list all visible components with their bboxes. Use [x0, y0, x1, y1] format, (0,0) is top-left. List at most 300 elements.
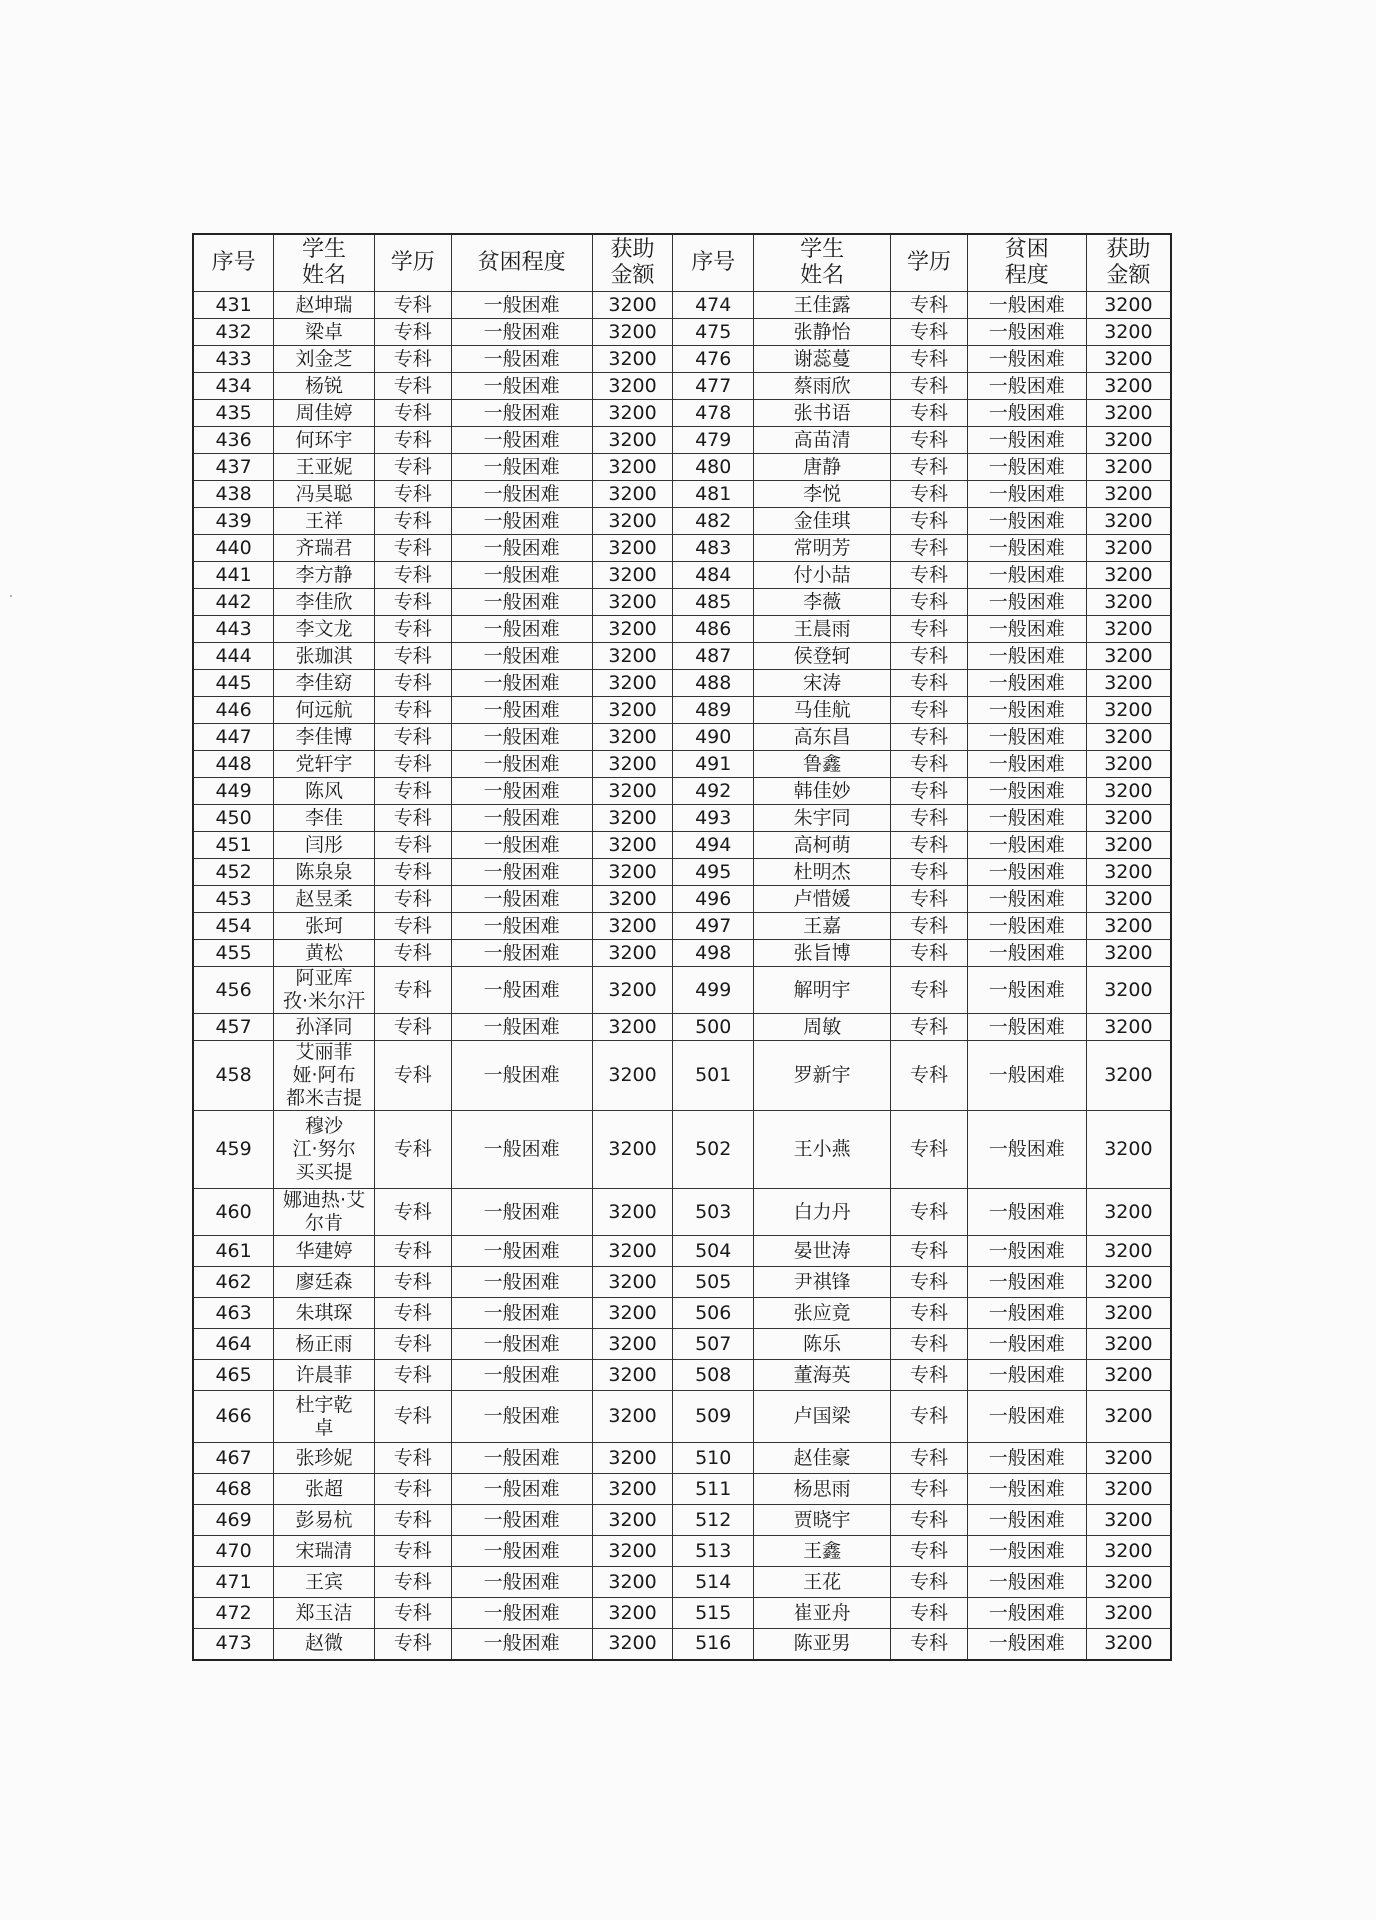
cell-aid-amount-right: 3200	[1086, 670, 1171, 697]
cell-serial-no-right: 494	[673, 832, 754, 859]
table-row	[193, 373, 1171, 400]
cell-aid-amount-right: 3200	[1086, 481, 1171, 508]
cell-serial-no-left: 464	[193, 1329, 274, 1360]
cell-education-left: 专科	[374, 373, 451, 400]
cell-education-left: 专科	[374, 319, 451, 346]
table-row	[193, 859, 1171, 886]
cell-poverty-level-left: 一般困难	[451, 724, 592, 751]
cell-serial-no-left: 451	[193, 832, 274, 859]
cell-education-left: 专科	[374, 1536, 451, 1567]
cell-poverty-level-right: 一般困难	[967, 508, 1086, 535]
cell-student-name-right: 张静怡	[754, 319, 891, 346]
cell-poverty-level-right: 一般困难	[967, 1236, 1086, 1267]
cell-student-name-right: 朱宇同	[754, 805, 891, 832]
table-row	[193, 1041, 1171, 1111]
cell-poverty-level-right: 一般困难	[967, 1267, 1086, 1298]
cell-aid-amount-left: 3200	[592, 913, 673, 940]
table-row	[193, 400, 1171, 427]
table-row	[193, 562, 1171, 589]
cell-student-name-left: 李佳博	[274, 724, 375, 751]
cell-education-right: 专科	[891, 805, 968, 832]
cell-poverty-level-left: 一般困难	[451, 832, 592, 859]
cell-student-name-left: 张超	[274, 1474, 375, 1505]
cell-aid-amount-left: 3200	[592, 481, 673, 508]
cell-aid-amount-left: 3200	[592, 832, 673, 859]
cell-education-right: 专科	[891, 1014, 968, 1041]
cell-education-left: 专科	[374, 967, 451, 1014]
header-education-right: 学历	[891, 234, 968, 292]
table-row	[193, 1236, 1171, 1267]
cell-education-left: 专科	[374, 913, 451, 940]
cell-education-right: 专科	[891, 454, 968, 481]
cell-poverty-level-left: 一般困难	[451, 400, 592, 427]
cell-poverty-level-right: 一般困难	[967, 751, 1086, 778]
cell-poverty-level-right: 一般困难	[967, 1598, 1086, 1629]
cell-student-name-left: 何环宇	[274, 427, 375, 454]
cell-serial-no-left: 431	[193, 292, 274, 319]
cell-serial-no-right: 508	[673, 1360, 754, 1391]
cell-student-name-left: 陈泉泉	[274, 859, 375, 886]
cell-serial-no-left: 442	[193, 589, 274, 616]
cell-poverty-level-left: 一般困难	[451, 535, 592, 562]
cell-poverty-level-right: 一般困难	[967, 805, 1086, 832]
cell-serial-no-right: 507	[673, 1329, 754, 1360]
cell-serial-no-left: 458	[193, 1041, 274, 1111]
cell-education-right: 专科	[891, 1443, 968, 1474]
cell-poverty-level-left: 一般困难	[451, 292, 592, 319]
cell-poverty-level-right: 一般困难	[967, 1111, 1086, 1189]
cell-aid-amount-right: 3200	[1086, 886, 1171, 913]
cell-serial-no-left: 457	[193, 1014, 274, 1041]
cell-aid-amount-right: 3200	[1086, 751, 1171, 778]
cell-poverty-level-right: 一般困难	[967, 1443, 1086, 1474]
cell-poverty-level-left: 一般困难	[451, 454, 592, 481]
table-row	[193, 1329, 1171, 1360]
cell-student-name-right: 罗新宇	[754, 1041, 891, 1111]
cell-student-name-right: 唐静	[754, 454, 891, 481]
table-row	[193, 940, 1171, 967]
cell-aid-amount-left: 3200	[592, 859, 673, 886]
cell-education-left: 专科	[374, 1567, 451, 1598]
cell-poverty-level-left: 一般困难	[451, 1267, 592, 1298]
cell-education-left: 专科	[374, 1360, 451, 1391]
cell-poverty-level-right: 一般困难	[967, 1014, 1086, 1041]
cell-student-name-left: 宋瑞清	[274, 1536, 375, 1567]
header-no-left: 序号	[193, 234, 274, 292]
cell-aid-amount-right: 3200	[1086, 1629, 1171, 1660]
scan-speck	[10, 595, 12, 597]
cell-student-name-right: 马佳航	[754, 697, 891, 724]
cell-aid-amount-left: 3200	[592, 562, 673, 589]
cell-student-name-right: 张书语	[754, 400, 891, 427]
cell-aid-amount-left: 3200	[592, 697, 673, 724]
cell-education-left: 专科	[374, 859, 451, 886]
cell-student-name-right: 蔡雨欣	[754, 373, 891, 400]
cell-student-name-right: 尹祺锋	[754, 1267, 891, 1298]
cell-serial-no-left: 439	[193, 508, 274, 535]
cell-serial-no-left: 436	[193, 427, 274, 454]
cell-aid-amount-left: 3200	[592, 1536, 673, 1567]
cell-student-name-right: 解明宇	[754, 967, 891, 1014]
cell-poverty-level-left: 一般困难	[451, 1298, 592, 1329]
cell-student-name-left: 廖廷森	[274, 1267, 375, 1298]
cell-serial-no-left: 437	[193, 454, 274, 481]
cell-poverty-level-left: 一般困难	[451, 1598, 592, 1629]
cell-serial-no-left: 469	[193, 1505, 274, 1536]
cell-education-left: 专科	[374, 1267, 451, 1298]
cell-poverty-level-left: 一般困难	[451, 940, 592, 967]
cell-education-left: 专科	[374, 481, 451, 508]
cell-aid-amount-right: 3200	[1086, 400, 1171, 427]
header-student-name-right: 学生 姓名	[754, 234, 891, 292]
cell-aid-amount-right: 3200	[1086, 1536, 1171, 1567]
cell-aid-amount-right: 3200	[1086, 373, 1171, 400]
cell-aid-amount-left: 3200	[592, 670, 673, 697]
cell-poverty-level-left: 一般困难	[451, 481, 592, 508]
cell-serial-no-left: 473	[193, 1629, 274, 1660]
cell-education-right: 专科	[891, 373, 968, 400]
cell-serial-no-right: 490	[673, 724, 754, 751]
cell-serial-no-right: 480	[673, 454, 754, 481]
cell-aid-amount-left: 3200	[592, 886, 673, 913]
cell-aid-amount-left: 3200	[592, 1443, 673, 1474]
cell-student-name-left: 冯昊聪	[274, 481, 375, 508]
cell-poverty-level-right: 一般困难	[967, 1360, 1086, 1391]
cell-student-name-left: 陈风	[274, 778, 375, 805]
cell-aid-amount-right: 3200	[1086, 643, 1171, 670]
cell-aid-amount-right: 3200	[1086, 940, 1171, 967]
cell-student-name-left: 王亚妮	[274, 454, 375, 481]
cell-aid-amount-right: 3200	[1086, 427, 1171, 454]
cell-student-name-left: 孙泽同	[274, 1014, 375, 1041]
cell-aid-amount-left: 3200	[592, 805, 673, 832]
cell-poverty-level-right: 一般困难	[967, 1391, 1086, 1443]
cell-education-left: 专科	[374, 346, 451, 373]
cell-aid-amount-right: 3200	[1086, 535, 1171, 562]
cell-poverty-level-right: 一般困难	[967, 346, 1086, 373]
cell-aid-amount-left: 3200	[592, 1391, 673, 1443]
cell-education-left: 专科	[374, 832, 451, 859]
cell-education-left: 专科	[374, 751, 451, 778]
cell-student-name-left: 周佳婷	[274, 400, 375, 427]
cell-education-right: 专科	[891, 616, 968, 643]
cell-education-left: 专科	[374, 1474, 451, 1505]
cell-aid-amount-left: 3200	[592, 400, 673, 427]
cell-serial-no-right: 491	[673, 751, 754, 778]
cell-student-name-right: 王嘉	[754, 913, 891, 940]
cell-education-left: 专科	[374, 1443, 451, 1474]
cell-aid-amount-left: 3200	[592, 1360, 673, 1391]
table-row	[193, 724, 1171, 751]
cell-poverty-level-right: 一般困难	[967, 1298, 1086, 1329]
cell-student-name-right: 高东昌	[754, 724, 891, 751]
cell-education-right: 专科	[891, 1391, 968, 1443]
cell-poverty-level-right: 一般困难	[967, 1189, 1086, 1236]
cell-aid-amount-right: 3200	[1086, 1443, 1171, 1474]
cell-serial-no-right: 488	[673, 670, 754, 697]
cell-student-name-right: 周敏	[754, 1014, 891, 1041]
cell-aid-amount-left: 3200	[592, 1267, 673, 1298]
cell-serial-no-right: 493	[673, 805, 754, 832]
cell-aid-amount-right: 3200	[1086, 292, 1171, 319]
cell-student-name-right: 张应竟	[754, 1298, 891, 1329]
cell-education-left: 专科	[374, 1014, 451, 1041]
cell-serial-no-left: 445	[193, 670, 274, 697]
cell-serial-no-right: 484	[673, 562, 754, 589]
cell-student-name-right: 陈亚男	[754, 1629, 891, 1660]
cell-aid-amount-right: 3200	[1086, 805, 1171, 832]
cell-poverty-level-left: 一般困难	[451, 886, 592, 913]
cell-serial-no-right: 504	[673, 1236, 754, 1267]
cell-aid-amount-right: 3200	[1086, 1298, 1171, 1329]
cell-poverty-level-right: 一般困难	[967, 589, 1086, 616]
cell-aid-amount-left: 3200	[592, 1505, 673, 1536]
cell-education-right: 专科	[891, 481, 968, 508]
cell-education-right: 专科	[891, 319, 968, 346]
cell-student-name-right: 崔亚舟	[754, 1598, 891, 1629]
cell-poverty-level-right: 一般困难	[967, 319, 1086, 346]
cell-poverty-level-left: 一般困难	[451, 1505, 592, 1536]
table-row	[193, 508, 1171, 535]
table-row	[193, 1014, 1171, 1041]
table-row	[193, 1189, 1171, 1236]
cell-serial-no-right: 475	[673, 319, 754, 346]
cell-poverty-level-right: 一般困难	[967, 940, 1086, 967]
cell-serial-no-right: 474	[673, 292, 754, 319]
cell-education-right: 专科	[891, 859, 968, 886]
cell-student-name-right: 金佳琪	[754, 508, 891, 535]
table-row	[193, 616, 1171, 643]
cell-student-name-right: 王小燕	[754, 1111, 891, 1189]
table-row	[193, 1360, 1171, 1391]
cell-serial-no-left: 463	[193, 1298, 274, 1329]
cell-student-name-right: 张旨博	[754, 940, 891, 967]
cell-education-left: 专科	[374, 1189, 451, 1236]
cell-student-name-left: 杨锐	[274, 373, 375, 400]
cell-poverty-level-right: 一般困难	[967, 1329, 1086, 1360]
cell-student-name-left: 李佳	[274, 805, 375, 832]
cell-education-left: 专科	[374, 1298, 451, 1329]
cell-serial-no-right: 489	[673, 697, 754, 724]
cell-poverty-level-left: 一般困难	[451, 1474, 592, 1505]
cell-serial-no-left: 452	[193, 859, 274, 886]
cell-student-name-right: 卢国梁	[754, 1391, 891, 1443]
cell-student-name-right: 李薇	[754, 589, 891, 616]
cell-aid-amount-left: 3200	[592, 589, 673, 616]
cell-serial-no-right: 476	[673, 346, 754, 373]
cell-poverty-level-right: 一般困难	[967, 778, 1086, 805]
cell-education-right: 专科	[891, 1111, 968, 1189]
cell-student-name-right: 侯登轲	[754, 643, 891, 670]
cell-education-right: 专科	[891, 1267, 968, 1298]
cell-poverty-level-right: 一般困难	[967, 535, 1086, 562]
cell-serial-no-right: 513	[673, 1536, 754, 1567]
cell-student-name-left: 张珍妮	[274, 1443, 375, 1474]
table-row	[193, 643, 1171, 670]
cell-aid-amount-right: 3200	[1086, 346, 1171, 373]
header-no-right: 序号	[673, 234, 754, 292]
cell-student-name-left: 齐瑞君	[274, 535, 375, 562]
cell-student-name-left: 何远航	[274, 697, 375, 724]
cell-education-left: 专科	[374, 427, 451, 454]
cell-student-name-left: 张珂	[274, 913, 375, 940]
cell-aid-amount-right: 3200	[1086, 1041, 1171, 1111]
table-row	[193, 751, 1171, 778]
cell-serial-no-left: 443	[193, 616, 274, 643]
cell-serial-no-right: 503	[673, 1189, 754, 1236]
table-row	[193, 1629, 1171, 1660]
cell-student-name-left: 朱琪琛	[274, 1298, 375, 1329]
cell-student-name-left: 阿亚库 孜·米尔汗	[274, 967, 375, 1014]
cell-education-left: 专科	[374, 643, 451, 670]
cell-student-name-right: 董海英	[754, 1360, 891, 1391]
cell-student-name-left: 赵微	[274, 1629, 375, 1660]
cell-education-right: 专科	[891, 778, 968, 805]
cell-aid-amount-right: 3200	[1086, 859, 1171, 886]
cell-aid-amount-right: 3200	[1086, 589, 1171, 616]
cell-poverty-level-left: 一般困难	[451, 508, 592, 535]
cell-education-left: 专科	[374, 670, 451, 697]
cell-serial-no-right: 485	[673, 589, 754, 616]
cell-serial-no-right: 478	[673, 400, 754, 427]
cell-serial-no-left: 434	[193, 373, 274, 400]
cell-poverty-level-left: 一般困难	[451, 778, 592, 805]
cell-student-name-left: 王祥	[274, 508, 375, 535]
cell-poverty-level-right: 一般困难	[967, 1041, 1086, 1111]
table-row	[193, 1391, 1171, 1443]
cell-education-right: 专科	[891, 562, 968, 589]
cell-student-name-left: 赵坤瑞	[274, 292, 375, 319]
cell-student-name-right: 李悦	[754, 481, 891, 508]
cell-poverty-level-left: 一般困难	[451, 1443, 592, 1474]
cell-serial-no-right: 477	[673, 373, 754, 400]
cell-poverty-level-right: 一般困难	[967, 454, 1086, 481]
cell-poverty-level-right: 一般困难	[967, 886, 1086, 913]
cell-aid-amount-right: 3200	[1086, 778, 1171, 805]
cell-aid-amount-right: 3200	[1086, 616, 1171, 643]
table-row	[193, 1267, 1171, 1298]
cell-education-left: 专科	[374, 724, 451, 751]
cell-student-name-left: 李方静	[274, 562, 375, 589]
cell-poverty-level-left: 一般困难	[451, 1189, 592, 1236]
table-row	[193, 886, 1171, 913]
cell-education-right: 专科	[891, 1041, 968, 1111]
header-student-name-left: 学生 姓名	[274, 234, 375, 292]
cell-education-right: 专科	[891, 1567, 968, 1598]
cell-serial-no-right: 496	[673, 886, 754, 913]
cell-aid-amount-left: 3200	[592, 643, 673, 670]
cell-aid-amount-left: 3200	[592, 1236, 673, 1267]
cell-student-name-right: 卢惜媛	[754, 886, 891, 913]
cell-poverty-level-left: 一般困难	[451, 1236, 592, 1267]
cell-poverty-level-left: 一般困难	[451, 1629, 592, 1660]
cell-education-left: 专科	[374, 535, 451, 562]
cell-aid-amount-right: 3200	[1086, 562, 1171, 589]
cell-poverty-level-left: 一般困难	[451, 1041, 592, 1111]
cell-education-left: 专科	[374, 616, 451, 643]
cell-aid-amount-right: 3200	[1086, 1329, 1171, 1360]
cell-poverty-level-right: 一般困难	[967, 427, 1086, 454]
cell-serial-no-right: 481	[673, 481, 754, 508]
cell-poverty-level-left: 一般困难	[451, 562, 592, 589]
cell-aid-amount-left: 3200	[592, 1298, 673, 1329]
cell-student-name-right: 晏世涛	[754, 1236, 891, 1267]
cell-education-right: 专科	[891, 697, 968, 724]
cell-poverty-level-left: 一般困难	[451, 1360, 592, 1391]
table-row	[193, 535, 1171, 562]
cell-aid-amount-left: 3200	[592, 346, 673, 373]
cell-aid-amount-left: 3200	[592, 1111, 673, 1189]
cell-education-left: 专科	[374, 1236, 451, 1267]
cell-aid-amount-left: 3200	[592, 1598, 673, 1629]
cell-student-name-right: 谢蕊蔓	[754, 346, 891, 373]
cell-student-name-right: 王鑫	[754, 1536, 891, 1567]
cell-student-name-left: 艾丽菲 娅·阿布 都米吉提	[274, 1041, 375, 1111]
cell-student-name-left: 李文龙	[274, 616, 375, 643]
cell-serial-no-right: 512	[673, 1505, 754, 1536]
cell-serial-no-left: 470	[193, 1536, 274, 1567]
cell-poverty-level-right: 一般困难	[967, 697, 1086, 724]
table-row	[193, 697, 1171, 724]
cell-student-name-right: 鲁鑫	[754, 751, 891, 778]
cell-education-right: 专科	[891, 1329, 968, 1360]
cell-aid-amount-right: 3200	[1086, 1598, 1171, 1629]
table-row	[193, 832, 1171, 859]
cell-aid-amount-right: 3200	[1086, 1111, 1171, 1189]
cell-poverty-level-right: 一般困难	[967, 481, 1086, 508]
table-row	[193, 913, 1171, 940]
cell-student-name-right: 高苗清	[754, 427, 891, 454]
table-row	[193, 967, 1171, 1014]
cell-aid-amount-left: 3200	[592, 508, 673, 535]
cell-serial-no-left: 433	[193, 346, 274, 373]
cell-serial-no-right: 498	[673, 940, 754, 967]
cell-education-right: 专科	[891, 1236, 968, 1267]
cell-education-left: 专科	[374, 454, 451, 481]
cell-education-left: 专科	[374, 400, 451, 427]
cell-serial-no-right: 510	[673, 1443, 754, 1474]
cell-poverty-level-left: 一般困难	[451, 1567, 592, 1598]
cell-education-left: 专科	[374, 1598, 451, 1629]
cell-education-right: 专科	[891, 400, 968, 427]
cell-aid-amount-right: 3200	[1086, 319, 1171, 346]
cell-student-name-left: 刘金芝	[274, 346, 375, 373]
cell-serial-no-left: 467	[193, 1443, 274, 1474]
cell-poverty-level-left: 一般困难	[451, 373, 592, 400]
cell-serial-no-left: 440	[193, 535, 274, 562]
cell-serial-no-right: 502	[673, 1111, 754, 1189]
cell-poverty-level-right: 一般困难	[967, 913, 1086, 940]
cell-serial-no-left: 459	[193, 1111, 274, 1189]
cell-education-right: 专科	[891, 1474, 968, 1505]
cell-poverty-level-left: 一般困难	[451, 1329, 592, 1360]
cell-aid-amount-left: 3200	[592, 1629, 673, 1660]
cell-poverty-level-right: 一般困难	[967, 400, 1086, 427]
cell-poverty-level-left: 一般困难	[451, 616, 592, 643]
cell-serial-no-left: 435	[193, 400, 274, 427]
cell-poverty-level-left: 一般困难	[451, 967, 592, 1014]
cell-aid-amount-left: 3200	[592, 940, 673, 967]
cell-education-right: 专科	[891, 724, 968, 751]
cell-poverty-level-left: 一般困难	[451, 670, 592, 697]
cell-education-right: 专科	[891, 508, 968, 535]
header-aid-amount-left: 获助 金额	[592, 234, 673, 292]
cell-education-right: 专科	[891, 1505, 968, 1536]
cell-poverty-level-left: 一般困难	[451, 697, 592, 724]
cell-poverty-level-right: 一般困难	[967, 724, 1086, 751]
cell-education-left: 专科	[374, 1629, 451, 1660]
cell-poverty-level-left: 一般困难	[451, 1391, 592, 1443]
